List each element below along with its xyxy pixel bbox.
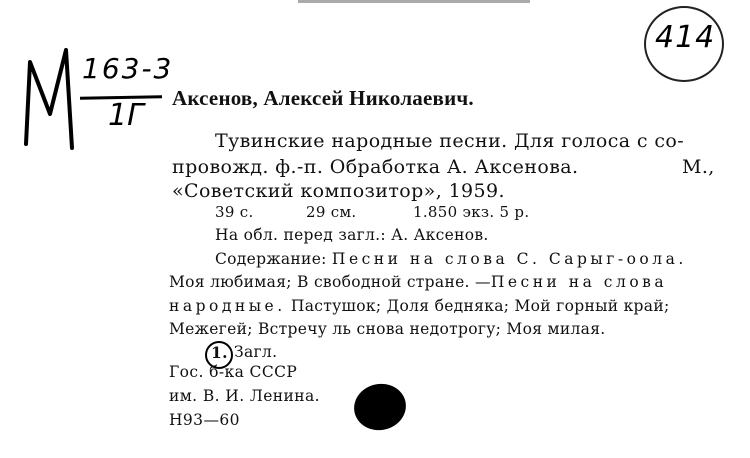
contents-spaced-1: Песни на слова С. Сарыг-оола. bbox=[331, 250, 687, 268]
title-line-1: Тувинские народные песни. Для голоса с со- bbox=[215, 130, 685, 152]
contents-dash: — bbox=[475, 273, 491, 291]
contents-songs-2: Пастушок; Доля бедняка; Мой горный край; bbox=[290, 297, 670, 315]
tracing-number: 1. bbox=[211, 343, 228, 362]
title-line-3: «Советский композитор», 1959. bbox=[172, 180, 505, 202]
library-line-2: им. В. И. Ленина. bbox=[169, 387, 320, 405]
author-heading: Аксенов, Алексей Николаевич. bbox=[172, 86, 474, 110]
stamp-number: 414 bbox=[655, 20, 716, 55]
punch-hole bbox=[350, 379, 410, 435]
size: 29 см. bbox=[306, 203, 357, 221]
library-line-1: Гос. б-ка СССР bbox=[169, 363, 298, 381]
tracing-label: Загл. bbox=[234, 343, 278, 361]
pages: 39 с. bbox=[215, 203, 254, 221]
contents-songs-1: Моя любимая; В свободной стране. bbox=[169, 273, 470, 291]
title-line-2: провожд. ф.-п. Обработка А. Аксенова. bbox=[172, 156, 579, 178]
contents-spaced-3: народные. bbox=[169, 297, 286, 315]
cover-note: На обл. перед загл.: А. Аксенов. bbox=[215, 226, 489, 244]
classmark-top: 163-3 bbox=[82, 52, 174, 85]
contents-line-2 bbox=[169, 273, 667, 291]
contents-line-1 bbox=[215, 250, 687, 268]
top-edge-smudge bbox=[298, 0, 530, 3]
shelf-letter bbox=[20, 44, 80, 154]
contents-line-3 bbox=[169, 297, 669, 315]
contents-label: Содержание: bbox=[215, 250, 327, 268]
classmark-bottom: 1Г bbox=[108, 98, 144, 133]
contents-spaced-2: Песни на слова bbox=[490, 273, 668, 291]
contents-line-4: Межегей; Встречу ль снова недотрогу; Моя милая. bbox=[169, 320, 606, 338]
card-code: Н93—60 bbox=[169, 411, 240, 429]
title-line-2-place: М., bbox=[682, 156, 715, 178]
copies-price: 1.850 экз. 5 р. bbox=[413, 203, 530, 221]
